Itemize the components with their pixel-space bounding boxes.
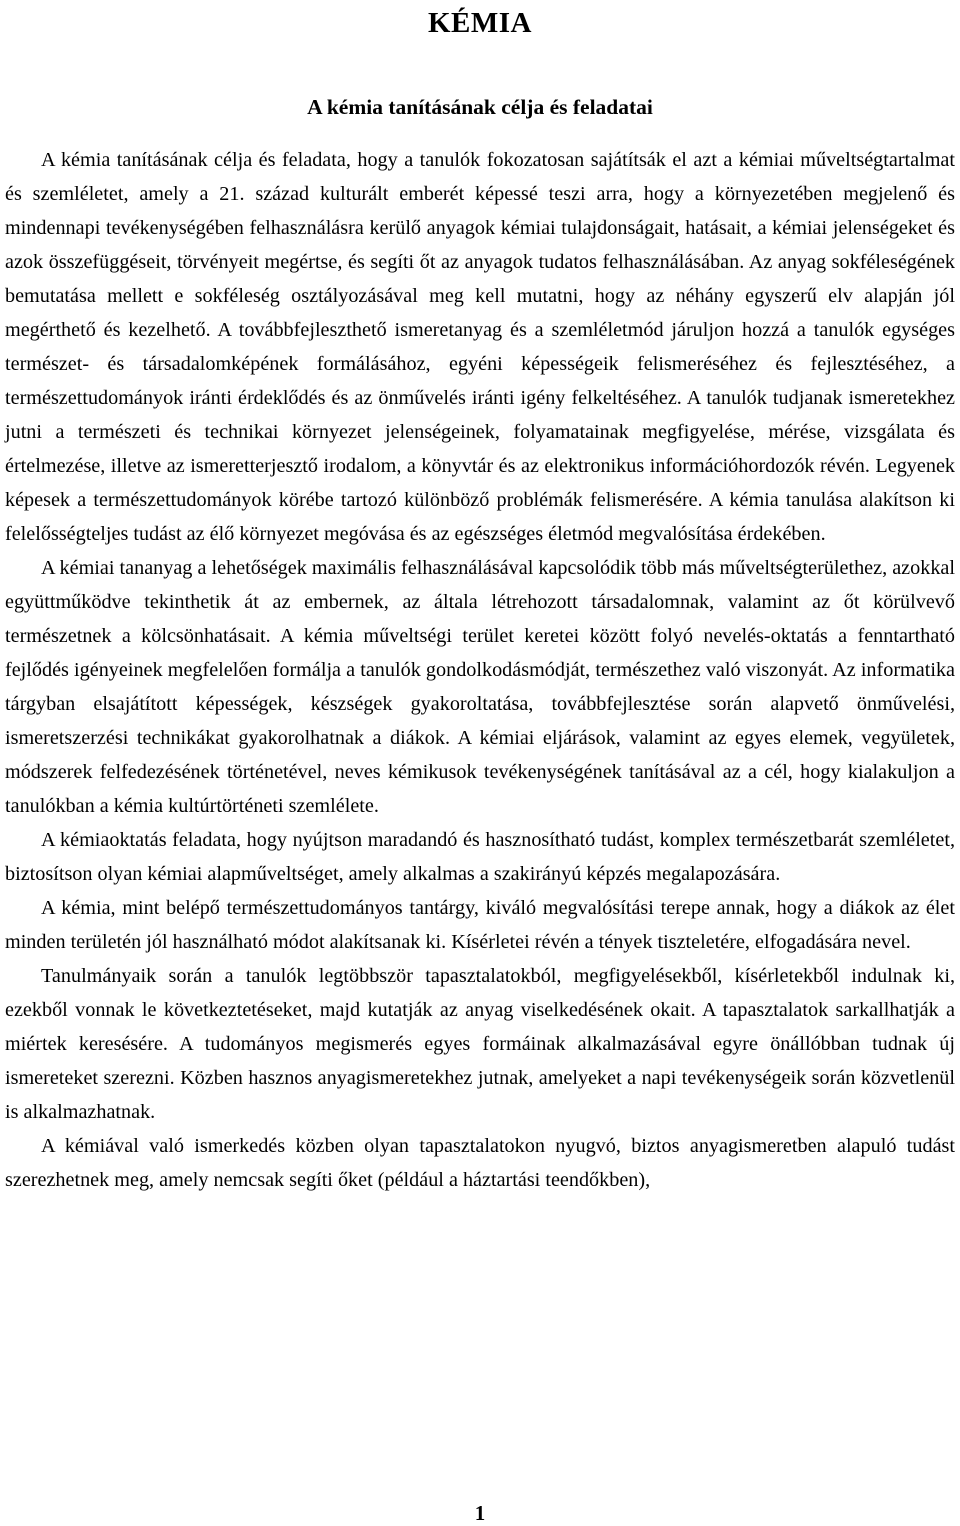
document-page (5, 0, 955, 1197)
paragraph: A kémia, mint belépő természettudományos tantárgy, kiváló megvalósítási terepe annak, hogy a diákok az élet minden területén jól használható módot alakítsanak ki. Kísérletei révén a tények tiszteletére, elfogadására nevel. (5, 897, 955, 953)
section-heading: A kémia tanításának célja és feladatai (307, 95, 653, 119)
document-body (5, 143, 955, 1197)
paragraph: A kémiai tananyag a lehetőségek maximális felhasználásával kapcsolódik több más műveltségterülethez, azokkal együttműködve tekinthetik át az embernek, az általa létrehozott társadalomnak, valamint az őt körülvevő természetnek a kölcsönhatásait. A kémia műveltségi terület keretei között folyó nevelés-oktatás a fenntartható fejlődés igényeinek megfelelően formálja a tanulók gondolkodásmódját, természethez való viszonyát. Az informatika tárgyban elsajátított képességek, készségek gyakoroltatása, továbbfejlesztése során alapvető önművelési, ismeretszerzési technikákat gyakorolhatnak a diákok. A kémiai eljárások, valamint az egyes elemek, vegyületek, módszerek felfedezésének történetével, neves kémikusok tevékenységének tanításával az a cél, hogy kialakuljon a tanulókban a kémia kultúrtörténeti szemlélete. (5, 557, 955, 817)
paragraph: A kémiaoktatás feladata, hogy nyújtson maradandó és hasznosítható tudást, komplex természetbarát szemléletet, biztosítson olyan kémiai alapműveltséget, amely alkalmas a szakirányú képzés megalapozására. (5, 829, 955, 885)
paragraph: Tanulmányaik során a tanulók legtöbbször tapasztalatokból, megfigyelésekből, kísérletekből indulnak ki, ezekből vonnak le következtetéseket, majd kutatják az anyag viselkedésének okait. A tapasztalatok sarkallhatják a miértek keresésére. A tudományos megismerés egyes formáinak alkalmazásával egyre önállóbban tudnak új ismereteket szerezni. Közben hasznos anyagismeretekhez jutnak, amelyeket a napi tevékenységeik során közvetlenül is alkalmazhatnak. (5, 965, 955, 1123)
page-number: 1 (474, 1501, 486, 1525)
document-title: KÉMIA (428, 7, 532, 39)
paragraph: A kémiával való ismerkedés közben olyan tapasztalatokon nyugvó, biztos anyagismeretben alapuló tudást szerezhetnek meg, amely nemcsak segíti őket (például a háztartási teendőkben), (5, 1135, 955, 1191)
paragraph: A kémia tanításának célja és feladata, hogy a tanulók fokozatosan sajátítsák el azt a kémiai műveltségtartalmat és szemléletet, amely a 21. század kulturált emberét képessé teszi arra, hogy a környezetében megjelenő és mindennapi tevékenységében felhasználásra kerülő anyagok kémiai tulajdonságait, hatásait, a kémiai jelenségeket és azok összefüggéseit, törvényeit megértse, és segíti őt az anyagok tudatos felhasználásában. Az anyag sokféleségének bemutatása mellett e sokféleség osztályozásával meg kell mutatni, hogy az néhány egyszerű elv alapján jól megérthető és kezelhető. A továbbfejleszthető ismeretanyag és a szemléletmód járuljon hozzá a tanulók egységes természet- és társadalomképének formálásához, egyéni képességeik felismeréséhez és fejlesztéséhez, a természettudományok iránti érdeklődés és az önművelés iránti igény felkeltéséhez. A tanulók tudjanak ismeretekhez jutni a természeti és technikai környezet jelenségeinek, folyamatainak megfigyelése, mérése, vizsgálata és értelmezése, illetve az ismeretterjesztő irodalom, a könyvtár és az elektronikus információhordozók révén. Legyenek képesek a természettudományok körébe tartozó különböző problémák felismerésére. A kémia tanulása alakítson ki felelősségteljes tudást az élő környezet megóvása és az egészséges életmód megvalósítása érdekében. (5, 149, 955, 545)
